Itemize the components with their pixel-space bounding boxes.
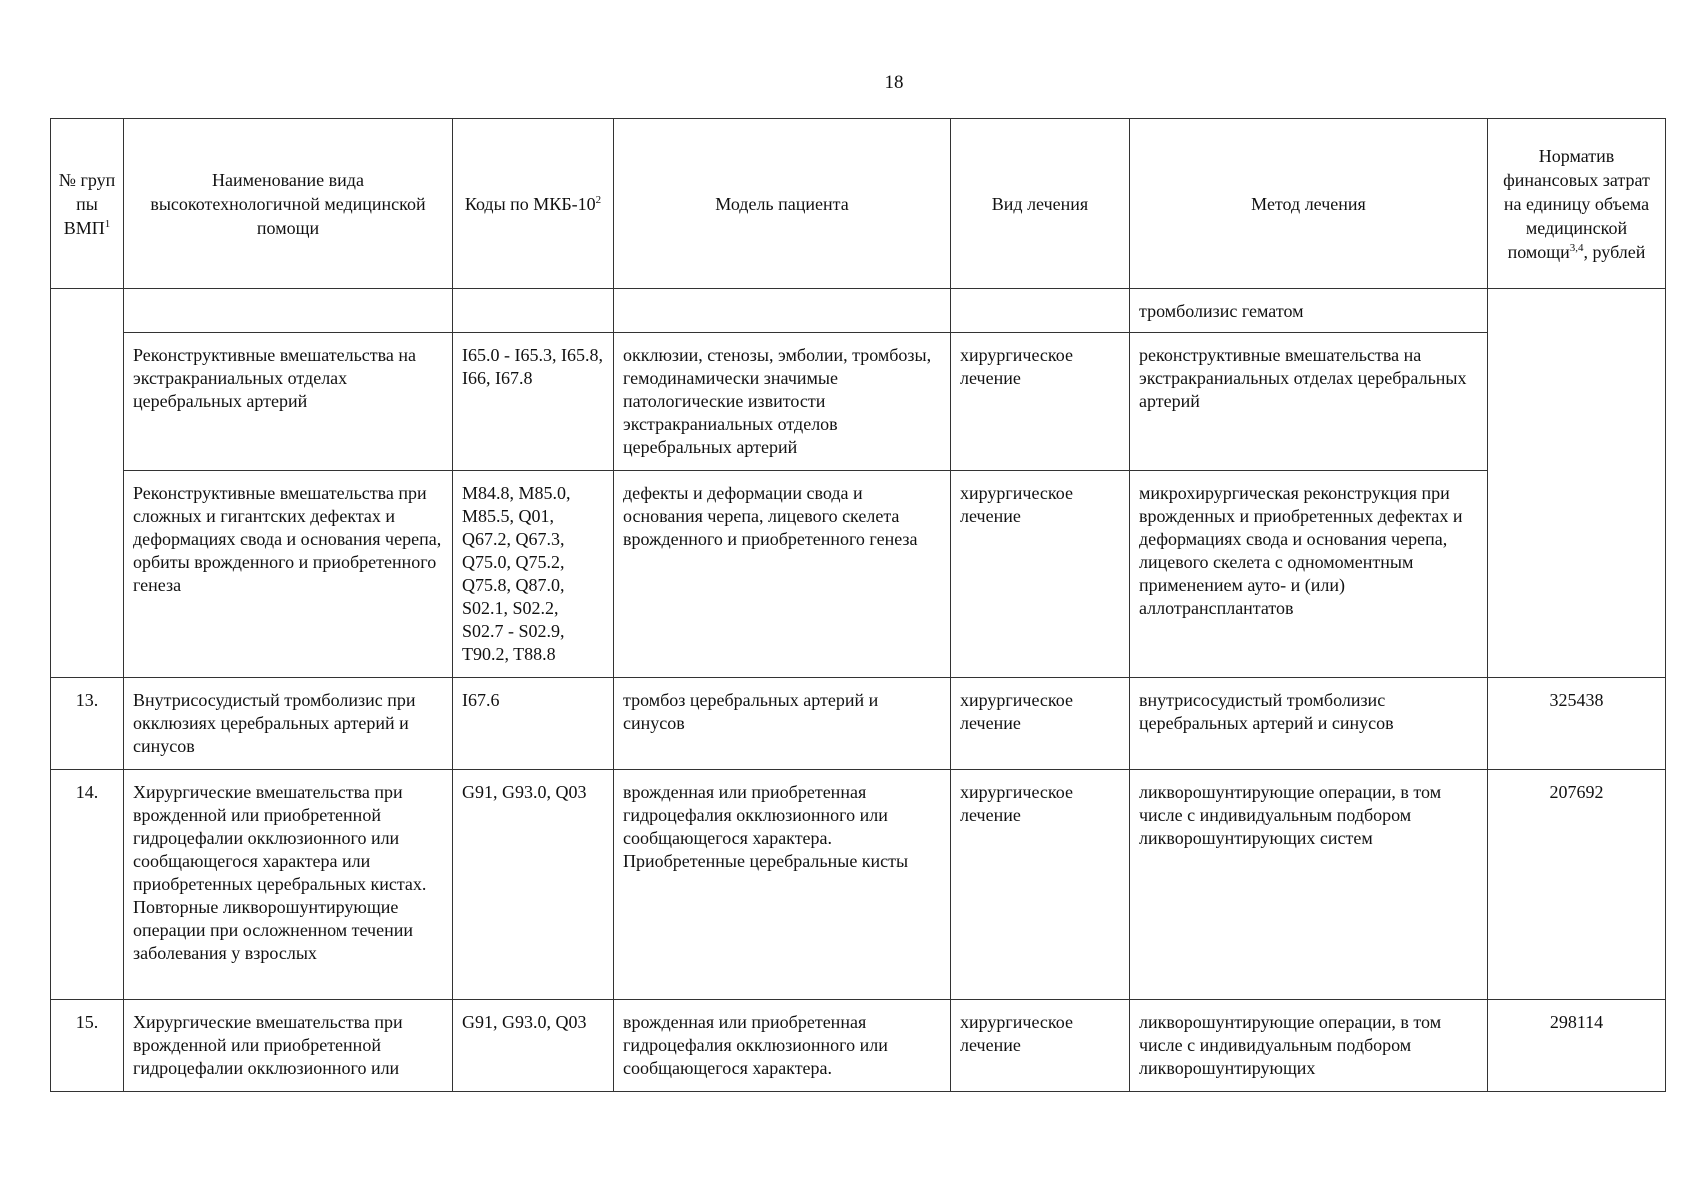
row-name [124, 289, 453, 333]
table-row [51, 289, 1666, 333]
table-row [51, 1000, 1666, 1092]
row-patient-model: окклюзии, стенозы, эмболии, тромбозы, гемодинамически значимые патологические извитости экстракраниальных отделов церебральных артерий [614, 333, 951, 471]
row-group-no: 13. [51, 678, 124, 770]
row-name: Хирургические вмешательства при врожденной или приобретенной гидроцефалии окклюзионного или сообщающегося характера или приобретенных церебральных кистах. Повторные ликворошунтирующие операции при осложненном течении заболевания у взрослых [124, 770, 453, 1000]
row-patient-model: дефекты и деформации свода и основания черепа, лицевого скелета врожденного и приобретенного генеза [614, 471, 951, 678]
row-icd-codes: M84.8, M85.0, M85.5, Q01, Q67.2, Q67.3, Q75.0, Q75.2, Q75.8, Q87.0, S02.1, S02.2, S02.7 - S02.9, T90.2, T88.8 [453, 471, 614, 678]
row-patient-model: врожденная или приобретенная гидроцефалия окклюзионного или сообщающегося характера. Приобретенные церебральные кисты [614, 770, 951, 1000]
row-group-no: 15. [51, 1000, 124, 1092]
row-name: Хирургические вмешательства при врожденной или приобретенной гидроцефалии окклюзионного или [124, 1000, 453, 1092]
row-treatment-type: хирургическое лечение [951, 333, 1130, 471]
header-row [51, 119, 1666, 289]
row-treatment-type: хирургическое лечение [951, 1000, 1130, 1092]
row-name: Внутрисосудистый тромболизис при окклюзиях церебральных артерий и синусов [124, 678, 453, 770]
row-icd-codes: I67.6 [453, 678, 614, 770]
row-icd-codes [453, 289, 614, 333]
header-cost-norm: Норматив финансовых затрат на единицу объема медицинской помощи$^{3,4}$, рублей [1488, 119, 1666, 289]
row-patient-model: тромбоз церебральных артерий и синусов [614, 678, 951, 770]
row-group-no [51, 289, 124, 678]
row-icd-codes: G91, G93.0, Q03 [453, 770, 614, 1000]
row-treatment-method: микрохирургическая реконструкция при врожденных и приобретенных дефектах и деформациях свода и основания черепа, лицевого скелета с одномоментным применением ауто- и (или) аллотрансплантатов [1130, 471, 1488, 678]
row-cost: 325438 [1488, 678, 1666, 770]
header-treatment-method: Метод лечения [1130, 119, 1488, 289]
header-group-no: № груп пы ВМП$^1$ [51, 119, 124, 289]
page-number: 18 [884, 72, 904, 93]
header-treatment-type: Вид лечения [951, 119, 1130, 289]
row-treatment-method: внутрисосудистый тромболизис церебральных артерий и синусов [1130, 678, 1488, 770]
table-row [51, 770, 1666, 1000]
table-row [51, 471, 1666, 678]
row-cost [1488, 289, 1666, 678]
row-icd-codes: I65.0 - I65.3, I65.8, I66, I67.8 [453, 333, 614, 471]
vmp-table [50, 118, 1666, 1092]
row-treatment-method: реконструктивные вмешательства на экстракраниальных отделах церебральных артерий [1130, 333, 1488, 471]
header-icd-codes: Коды по МКБ-$10^2$ [453, 119, 614, 289]
header-patient-model: Модель пациента [614, 119, 951, 289]
row-cost: 298114 [1488, 1000, 1666, 1092]
table-row [51, 333, 1666, 471]
row-cost: 207692 [1488, 770, 1666, 1000]
header-name: Наименование вида высокотехнологичной медицинской помощи [124, 119, 453, 289]
row-name: Реконструктивные вмешательства при сложных и гигантских дефектах и деформациях свода и основания черепа, орбиты врожденного и приобретенного генеза [124, 471, 453, 678]
table-row [51, 678, 1666, 770]
row-name: Реконструктивные вмешательства на экстракраниальных отделах церебральных артерий [124, 333, 453, 471]
row-treatment-type: хирургическое лечение [951, 770, 1130, 1000]
row-treatment-type [951, 289, 1130, 333]
row-treatment-type: хирургическое лечение [951, 471, 1130, 678]
row-patient-model [614, 289, 951, 333]
row-treatment-method: ликворошунтирующие операции, в том числе с индивидуальным подбором ликворошунтирующих [1130, 1000, 1488, 1092]
row-patient-model: врожденная или приобретенная гидроцефалия окклюзионного или сообщающегося характера. [614, 1000, 951, 1092]
row-treatment-method: тромболизис гематом [1130, 289, 1488, 333]
row-treatment-type: хирургическое лечение [951, 678, 1130, 770]
row-icd-codes: G91, G93.0, Q03 [453, 1000, 614, 1092]
row-treatment-method: ликворошунтирующие операции, в том числе с индивидуальным подбором ликворошунтирующих систем [1130, 770, 1488, 1000]
row-group-no: 14. [51, 770, 124, 1000]
